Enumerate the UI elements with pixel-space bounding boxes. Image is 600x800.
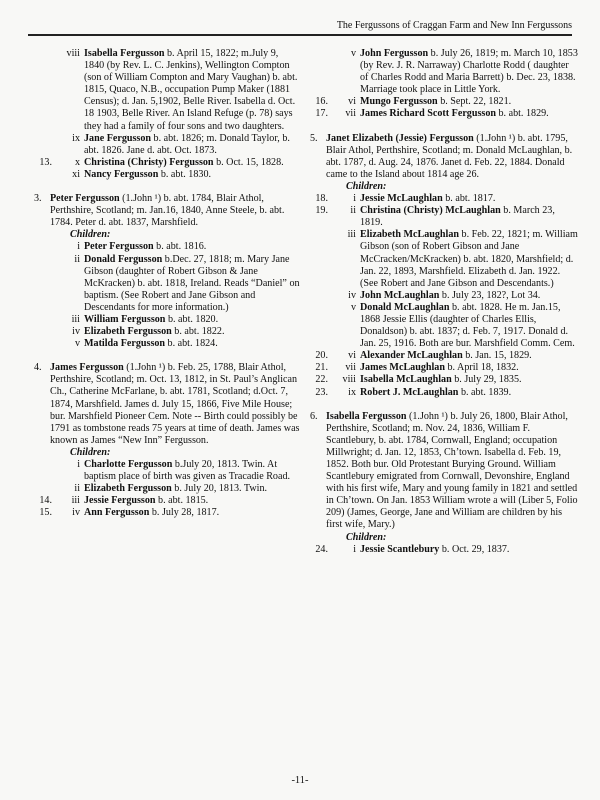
page-number: -11-	[291, 775, 309, 786]
person-details: b. Oct. 29, 1837.	[439, 543, 510, 555]
person-details: b. April 18, 1832.	[444, 362, 519, 374]
roman-numeral: ii	[74, 483, 80, 495]
person-details: b. Jan. 15, 1829.	[462, 350, 532, 362]
person-details: b. abt. 1824.	[165, 338, 218, 350]
genealogy-entry	[310, 229, 578, 289]
roman-numeral: x	[74, 156, 80, 168]
roman-numeral: vii	[345, 362, 356, 374]
person-name: Elizabeth McLaughlan	[360, 229, 459, 241]
person-details: (1.John ¹) b. Feb. 25, 1788, Blair Athol, Perthshire, Scotland; m. Oct. 13, 1812, in St. Paul’s Anglican Ch., Catherine McFarlane, b. abt. 1781, Scotland; d.Oct. 7, 1874, Marshfield. James d. July 15, 1866, Five Mile House; bur. Marshfield Pioneer Cem. Note -- Birth could possibly be 1791 as tombstone reads 75 years at time of death. James was known as James “New Inn” Fergusson.	[50, 362, 300, 446]
section-3	[34, 193, 300, 229]
children-label: Children:	[70, 446, 111, 458]
entry-number: 22.	[315, 374, 328, 386]
genealogy-entry	[34, 483, 300, 495]
genealogy-entry	[310, 193, 578, 205]
genealogy-entry	[310, 362, 578, 374]
person-details: b.July 20, 1813. Twin. At baptism place of birth was given as Tracadie Road.	[84, 459, 291, 483]
person-name: Elizabeth Fergusson	[84, 326, 172, 338]
person-name: Christina (Christy) Fergusson	[84, 156, 214, 168]
person-details: b. abt. 1817.	[442, 193, 496, 205]
person-name: James Richard Scott Fergusson	[360, 108, 496, 120]
person-name: Matilda Fergusson	[84, 338, 166, 350]
genealogy-entry	[34, 169, 300, 181]
person-details: b. Sept. 22, 1821.	[437, 96, 512, 108]
person-name: Nancy Fergusson	[84, 168, 159, 180]
section-4	[34, 362, 300, 447]
genealogy-entry	[34, 314, 300, 326]
roman-numeral: i	[353, 193, 356, 205]
person-name: James McLaughlan	[360, 362, 445, 374]
genealogy-entry	[310, 374, 578, 386]
roman-numeral: viii	[66, 48, 80, 59]
person-details: b. July 26, 1819; m. March 10, 1853 (by Rev. J. R. Narraway) Charlotte Rodd ( daughter of Charles Rodd and Maria Barrett) b. Dec. 23, 1838. Marriage took place in Little York.	[360, 48, 578, 96]
genealogy-entry	[34, 495, 300, 507]
person-name: Peter Fergusson	[84, 241, 154, 253]
person-details: b. abt. 1828. He m. Jan.15, 1868 Jessie Ellis (daughter of Charles Ellis, Donaldson) b. abt. 1837; d. Feb. 7, 1917. Donald d. Jan. 25, 1916. Both are bur. Marshfield Comm. Cem.	[360, 301, 575, 350]
person-details: b. abt. 1815.	[155, 495, 209, 507]
entry-number: 16.	[315, 96, 328, 108]
person-name: Jessie Fergusson	[84, 495, 156, 507]
genealogy-entry	[34, 241, 300, 253]
entry-number: 13.	[39, 156, 52, 168]
person-name: Alexander McLaughlan	[360, 350, 463, 362]
section-number: 5.	[310, 132, 318, 144]
person-details: b. Feb. 22, 1821; m. William Gibson (son of Robert Gibson and Jane McCracken/McKracken) b. abt. 1820, Marshfield; d. Jan. 22, 1893, Marshfield. Elizabeth d. Jan. 1922. (See Robert and Jane Gibson and Descendants.)	[360, 229, 578, 289]
genealogy-entry	[34, 133, 300, 157]
roman-numeral: ix	[72, 132, 80, 144]
person-details: b. abt. 1829.	[495, 108, 549, 120]
person-details: b.Dec. 27, 1818; m. Mary Jane Gibson (daughter of Robert Gibson & Jane McKracken) b. abt. 1818, Ireland. Reads “Daniel” on baptism. (See Robert and Jane Gibson and Descendants for more information.)	[84, 253, 300, 313]
section-6	[310, 411, 578, 532]
person-details: (1.John ¹) b. abt. 1784, Blair Athol, Perthshire, Scotland; m. Jan.16, 1840, Anne Steele, b. abt. 1784. Peter d. abt. 1837, Marshfield.	[50, 193, 285, 229]
person-details: (1.John ¹) b. abt. 1795, Blair Athol, Perthshire, Scotland; m. Donald McLaughlan, b. abt. 1787, d. Aug. 24, 1876. Janet d. Feb. 22, 1884. Donald came to the Island about 1814 age 26.	[326, 132, 573, 180]
entry-list	[34, 48, 300, 181]
person-name: Isabella Fergusson	[84, 48, 165, 59]
entry-number: 21.	[315, 362, 328, 374]
person-details: b. abt. 1820.	[165, 313, 219, 325]
person-name: William Fergusson	[84, 313, 166, 325]
person-name: Jessie McLaughlan	[360, 193, 443, 205]
roman-numeral: v	[350, 48, 356, 59]
children-label: Children:	[70, 229, 111, 241]
person-details: b. abt. 1830.	[158, 168, 212, 180]
roman-numeral: vii	[345, 108, 356, 120]
person-details: b. July 20, 1813. Twin.	[171, 483, 268, 495]
children-label: Children:	[346, 531, 387, 543]
person-details: b. July 29, 1835.	[451, 374, 522, 386]
person-name: Peter Fergusson	[50, 193, 120, 205]
person-name: Jessie Scantlebury	[360, 543, 440, 555]
entry-list	[34, 459, 300, 519]
person-details: b. March 23, 1819.	[360, 205, 555, 229]
person-name: Donald Fergusson	[84, 253, 163, 265]
entry-list	[310, 544, 578, 556]
entry-number: 23.	[315, 386, 328, 398]
entry-number: 19.	[315, 205, 328, 217]
section-number: 4.	[34, 362, 42, 374]
genealogy-entry	[310, 108, 578, 120]
roman-numeral: i	[77, 241, 80, 253]
roman-numeral: iii	[71, 313, 80, 325]
genealogy-entry	[34, 459, 300, 483]
genealogy-entry	[310, 290, 578, 302]
roman-numeral: xi	[72, 168, 80, 180]
roman-numeral: iv	[72, 326, 80, 338]
entry-list	[34, 241, 300, 350]
running-header: The Fergussons of Craggan Farm and New Inn Fergussons	[28, 20, 572, 36]
genealogy-entry	[310, 387, 578, 399]
person-name: Isabella Fergusson	[326, 410, 407, 422]
genealogy-entry	[310, 350, 578, 362]
genealogy-entry	[34, 338, 300, 350]
left-column	[34, 48, 300, 519]
person-name: Robert J. McLaughlan	[360, 386, 459, 398]
roman-numeral: ii	[74, 253, 80, 265]
roman-numeral: v	[74, 338, 80, 350]
person-name: Charlotte Fergusson	[84, 459, 173, 470]
genealogy-entry	[34, 48, 300, 133]
genealogy-entry	[310, 544, 578, 556]
roman-numeral: i	[353, 543, 356, 555]
person-name: Janet Elizabeth (Jessie) Fergusson	[326, 132, 474, 144]
genealogy-entry	[34, 507, 300, 519]
person-details: b. July 28, 1817.	[149, 507, 220, 519]
genealogy-entry	[310, 48, 578, 96]
roman-numeral: iv	[348, 289, 356, 301]
entry-number: 18.	[315, 193, 328, 205]
entry-list	[310, 48, 578, 121]
section-5	[310, 133, 578, 181]
entry-number: 20.	[315, 350, 328, 362]
children-label: Children:	[346, 180, 387, 192]
genealogy-entry	[34, 157, 300, 169]
roman-numeral: ix	[348, 386, 356, 398]
roman-numeral: viii	[342, 374, 356, 386]
person-details: b. abt. 1826; m. Donald Taylor, b. abt. 1826. Jane d. abt. Oct. 1873.	[84, 132, 290, 156]
roman-numeral: iii	[71, 495, 80, 507]
person-name: John McLaughlan	[360, 289, 440, 301]
person-details: b. abt. 1816.	[153, 241, 207, 253]
person-name: James Fergusson	[50, 362, 124, 374]
genealogy-entry	[34, 326, 300, 338]
right-column	[310, 48, 578, 556]
roman-numeral: iii	[347, 229, 356, 241]
entry-number: 15.	[39, 507, 52, 519]
person-name: Isabella McLaughlan	[360, 374, 452, 386]
genealogy-entry	[310, 96, 578, 108]
section-number: 6.	[310, 410, 318, 422]
person-details: b. abt. 1822.	[171, 326, 225, 338]
person-name: Christina (Christy) McLaughlan	[360, 205, 501, 217]
section-number: 3.	[34, 193, 42, 205]
roman-numeral: v	[350, 301, 356, 313]
person-name: Donald McLaughlan	[360, 301, 450, 313]
person-name: John Fergusson	[360, 48, 429, 59]
person-details: b. July 23, 182?, Lot 34.	[439, 289, 541, 301]
genealogy-entry	[34, 254, 300, 314]
roman-numeral: i	[77, 459, 80, 470]
genealogy-entry	[310, 302, 578, 350]
person-details: (1.John ¹) b. July 26, 1800, Blair Athol, Perthshire, Scotland; m. Nov. 24, 1836, William F. Scantlebury, b. abt. 1784, Cornwall, England; occupation Millwright; d. Jan. 12, 1853, Ch’town. Isabella d. Feb. 19, 1852. Both bur. Old Protestant Burying Ground. William Scantlebury emigrated from Cornwall, Devonshire, England with his first wife, Mary and young family in 1821 and settled in Ch’town. On Jan. 1853 William wrote a will (Liber 5, Folio 209) (James, George, Jane and William are children by his first wife, Mary.)	[326, 410, 578, 531]
person-details: b. abt. 1839.	[458, 386, 512, 398]
person-details: b. April 15, 1822; m.July 9, 1840 (by Rev. L. C. Jenkins), Wellington Compton (son of William Compton and Mary Vaughan) b. abt. 1815, Quaco, N.B., occupation Pump Maker (1881 Census); d. Jan. 5,1902, Belle River. Isabella d. Oct. 18 1903, Belle River. An Island Refuge (p. 78) says they had a family of four sons and two daughters.	[84, 48, 298, 132]
roman-numeral: iv	[72, 507, 80, 519]
roman-numeral: ii	[350, 205, 356, 217]
entry-number: 24.	[315, 543, 328, 555]
person-details: b. Oct. 15, 1828.	[213, 156, 284, 168]
entry-number: 14.	[39, 495, 52, 507]
person-name: Elizabeth Fergusson	[84, 483, 172, 495]
roman-numeral: vi	[348, 96, 356, 108]
genealogy-entry	[310, 205, 578, 229]
person-name: Mungo Fergusson	[360, 96, 438, 108]
person-name: Jane Fergusson	[84, 132, 152, 144]
entry-number: 17.	[315, 108, 328, 120]
entry-list	[310, 193, 578, 399]
roman-numeral: vi	[348, 350, 356, 362]
person-name: Ann Fergusson	[84, 507, 150, 519]
